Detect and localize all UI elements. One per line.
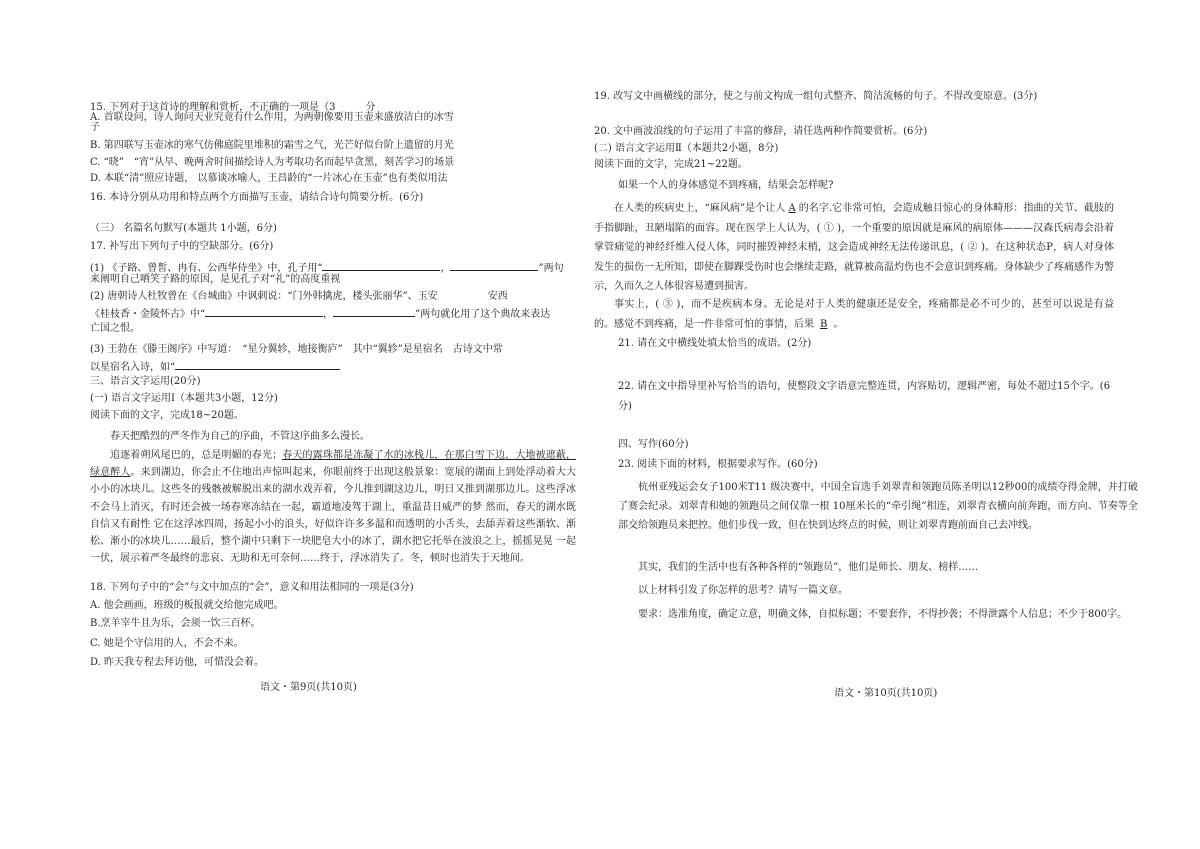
- q17-2-prefix: 《桂枝香・金陵怀古》中“: [90, 309, 206, 320]
- part4-title: 四、写作(60分): [618, 439, 689, 450]
- q16: 16. 本诗分别从功用和特点两个方面描写玉壶，请结合诗句简要分析。(6分): [90, 192, 424, 203]
- passage-paragraph-1: 春天把酷烈的严冬作为自己的序曲，不管这序曲多么漫长。: [110, 431, 370, 442]
- q18-option-c: C. 她是个守信用的人，不会不来。: [90, 638, 244, 649]
- subsection1-title: (一) 语言文字运用Ⅰ（本题共3小题，12分): [90, 393, 278, 404]
- answer-blank[interactable]: [333, 306, 415, 317]
- material-paragraph-1: 杭州亚残运会女子100米T11 级决赛中，中国全盲选手刘翠青和领跑员陈圣明以12秒00的成绩夺得金牌，并打破了赛会纪录。刘翠青和她的领跑员之间仅靠一根 10厘米长的“牵引绳”相连，刘翠青衣横向前奔跑，而方向、节奏等全部交给领跑员来把控。他们步伐一致，但在快到达终点的时候，则让刘翠青跑前面自己去冲线。: [618, 482, 1138, 531]
- material-paragraph-2: 其实，我们的生活中也有各种各样的“领跑员”，他们是师长、朋友、榜样……: [638, 562, 979, 573]
- q18-option-d: D. 昨天我专程去拜访他，可惜没会着。: [90, 657, 265, 668]
- answer-blank[interactable]: [175, 359, 340, 370]
- passage-paragraph-2: [90, 447, 576, 567]
- q17-1-cont: 来阐明自己哂笑子路的原因，是见孔子对“礼”的高度重视: [90, 274, 341, 285]
- passage-p2-body: 。来到湖边，你会止不住地出声惊叫起来，你眼前终于出现这般景象：宽展的湖面上到处浮动着大大小小的冰块儿。这些冬的残骸被解脱出来的湖水戏弄着，今儿推到湖这边儿，明日又推到湖那边儿。这些浮冰不会马上消灭，有时还会被一场春寒冻结在一起，霸道地凌驾于湖上，重温昔日威严的梦 然而，春天的湖水既自信又有耐性 它在这浮冰四周，扬起小小的浪头，好似许许多多温和而透明的小舌头，去舔弄着这些渐软、渐松、渐小的冰块儿……最后，整个湖中只剩下一块肥皂大小的冰了，湖水把它托举在波浪之上，摇摇晃晃 一起一伏，展示着严冬最终的悲哀、无助和无可奈何……终于，浮冰消失了。冬，顿时也消失于天地间。: [90, 467, 577, 565]
- reading-intro: 阅读下面的文字，完成18~20题。: [90, 410, 244, 421]
- q15-option-a: A. 首联设问，诗人询问天业究竟有什么作用，为两朝像要用玉壶来盛放洁白的冰雪: [90, 112, 454, 123]
- q15-stem: 15. 下列对于这首诗的理解和赏析，不正确的一项是（3 分: [90, 102, 376, 113]
- q17-1-prefix: (1) 《子路、曾皙、冉有、公西华侍坐》中，孔子用“: [90, 263, 323, 274]
- q19: 19. 改写文中画横线的部分，使之与前文构成一组句式整齐、简洁流畅的句子。不得改变原意。(3分): [594, 91, 1038, 102]
- q17-2-suffix: ”两句就化用了这个典故来表达: [415, 309, 551, 320]
- page-footer-left: 语文・第9页(共10页): [260, 682, 357, 693]
- q17-2-sep: ，: [323, 309, 334, 320]
- reading-intro-2: 阅读下面的文字，完成21~22题。: [594, 159, 748, 170]
- section3-title: （三） 名篇名句默写(本题共 1小题，6分): [90, 223, 277, 234]
- writing-requirements: 要求：选准角度，确定立意，明确文体，自拟标题；不要套作，不得抄袭；不得泄露个人信息；不少于800字。: [638, 609, 1128, 620]
- passage-question: 如果一个人的身体感觉不到疼痛，结果会怎样呢?: [618, 180, 834, 191]
- q17-2-end: 亡国之恨。: [90, 323, 140, 334]
- q22: 22. 请在文中指导里补写恰当的语句，使整段文字语意完整连贯，内容贴切，逻辑严密，每处不超过15个字。(6分): [618, 381, 1111, 412]
- q15-option-b: B. 第四联写玉壶冰的寒气仿佛庭院里堆积的霜雪之气，光芒好似台阶上遗留的月光: [90, 140, 454, 151]
- material-paragraph-3: 以上材料引发了你怎样的思考？请写一篇文章。: [638, 585, 848, 596]
- q18-option-a: A. 他会画画，班级的板报就交给他完成吧。: [90, 600, 284, 611]
- answer-blank[interactable]: [322, 260, 440, 271]
- q18: 18. 下列句子中的“会”与文中加点的“会”，意义和用法相同的一项是(3分): [90, 582, 414, 593]
- q17-2-blanks: [90, 306, 550, 322]
- q15-option-a-tail: 子: [90, 122, 100, 133]
- part3-title: 三、语言文字运用(20分): [90, 376, 201, 387]
- q15-option-c: C. “晓” “宵”从早、晚两舍时间描绘诗人为考取功名而起早贪黑，刻苦学习的场景: [90, 157, 455, 168]
- q17-3-line: (3) 王勃在《滕王阁序》中写道： “星分翼轸，地接衡庐” 其中“翼轸”是星宿名 古诗文中常: [90, 344, 503, 355]
- page-footer-right: 语文・第10页(共10页): [834, 688, 938, 699]
- answer-blank[interactable]: [450, 260, 538, 271]
- q17-3-prefix: 以星宿名入诗，如“: [90, 362, 176, 373]
- blank-b[interactable]: B: [820, 318, 828, 330]
- passage-body-2: 事实上，( ③ )，而不是疾病本身。无论是对于人类的健康还是安全，疼痛都是必不可少的，甚至可以说是有益的。感觉不到疼痛，是一件非常可怕的事情，后果 B 。: [594, 299, 1114, 330]
- underlined-sentence: 春天的露珠都是冻凝了水的冰栈儿，在那白雪下边，大地被遮蔽，绿意醉人: [90, 450, 577, 479]
- q23: 23. 阅读下面的材料，根据要求写作。(60分): [618, 459, 818, 470]
- q18-option-b: B.烹羊宰牛且为乐，会须一饮三百杯。: [90, 618, 261, 629]
- q17: 17. 补写出下列句子中的空缺部分。(6分): [90, 241, 274, 252]
- answer-blank[interactable]: [205, 306, 323, 317]
- q20: 20. 文中画波浪线的句子运用了丰富的修辞，请任选两种作简要赏析。(6分): [594, 126, 928, 137]
- blank-a[interactable]: A: [788, 203, 796, 214]
- q21: 21. 请在文中横线处填太恰当的成语。(2分): [618, 338, 812, 349]
- q17-1-suffix: ”两句: [538, 263, 564, 274]
- q15-option-d: D. 本联“清”照应诗题， 以慕谈冰喻人，王昌龄的“一片冰心在玉壶”也有类似用法: [90, 173, 448, 184]
- passage-p2-lead: 追逐着朔风尾巴的，总是明媚的春光；: [110, 450, 283, 461]
- passage-body-1: 在人类的疾病史上，“麻风病”是个让人 A 的名字.它非常可怕，会造成触目惊心的身体畸形：指曲的关节、截肢的手指脚趾，丑陋塌陷的面容。现在医学上人认为，( ① )，一个重要的原因就是麻风的病原体———汉森氏病毒会沿着掌管痛觉的神经纤维入侵人体，同时摧毁神经末梢，这会造成神经无法传递讯息，( ② )。在这种状态P，病人对身体发生的损伤一无所知，即使在脚踝受伤时也会继续走路，就算被高温灼伤也不会意识到疼痛。身体缺少了疼痛感作为警示，久而久之人体很容易遭到损害。: [594, 203, 1114, 292]
- q17-2-line: (2) 唐朝诗人杜牧曾在《台城曲》中讽刺说：“门外韩擒虎，楼头张丽华”、玉安 安西: [90, 291, 508, 302]
- q17-1-sep: ，: [440, 263, 451, 274]
- subsection2-title: (二) 语言文字运用Ⅱ（本题共2小题，8分): [594, 143, 779, 154]
- q17-3-blank-line: [90, 359, 340, 375]
